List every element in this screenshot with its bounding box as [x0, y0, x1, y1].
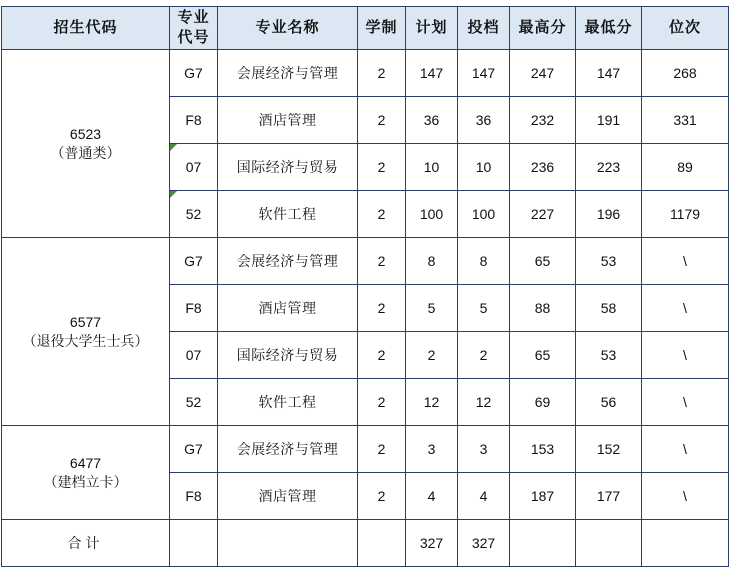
cell-major-code: F8 [170, 97, 218, 144]
cell-highest: 65 [510, 332, 576, 379]
column-header-admission-code: 招生代码 [2, 7, 170, 50]
cell-major-name: 酒店管理 [218, 285, 358, 332]
cell-rank: \ [642, 285, 729, 332]
column-header-admitted: 投档 [458, 7, 510, 50]
table-header [2, 7, 729, 50]
cell-plan: 2 [406, 332, 458, 379]
total-rank [642, 520, 729, 567]
total-years [358, 520, 406, 567]
cell-plan: 8 [406, 238, 458, 285]
cell-admitted: 4 [458, 473, 510, 520]
cell-rank: \ [642, 379, 729, 426]
cell-major-name: 软件工程 [218, 191, 358, 238]
cell-plan: 12 [406, 379, 458, 426]
column-header-years: 学制 [358, 7, 406, 50]
cell-years: 2 [358, 50, 406, 97]
total-major-name [218, 520, 358, 567]
cell-major-code: 52 [170, 191, 218, 238]
cell-admitted: 147 [458, 50, 510, 97]
cell-highest: 236 [510, 144, 576, 191]
column-header-highest-score: 最高分 [510, 7, 576, 50]
cell-rank: \ [642, 426, 729, 473]
cell-plan: 5 [406, 285, 458, 332]
column-header-major-code [170, 7, 218, 50]
cell-lowest: 53 [576, 332, 642, 379]
cell-years: 2 [358, 473, 406, 520]
cell-rank: 89 [642, 144, 729, 191]
cell-major-code: F8 [170, 285, 218, 332]
cell-lowest: 53 [576, 238, 642, 285]
cell-major-name: 会展经济与管理 [218, 238, 358, 285]
cell-admitted: 5 [458, 285, 510, 332]
cell-rank: \ [642, 473, 729, 520]
cell-lowest: 191 [576, 97, 642, 144]
cell-years: 2 [358, 191, 406, 238]
cell-admitted: 8 [458, 238, 510, 285]
group-type-2: （建档立卡） [43, 473, 128, 490]
cell-highest: 153 [510, 426, 576, 473]
cell-years: 2 [358, 97, 406, 144]
cell-rank: \ [642, 332, 729, 379]
cell-admitted: 10 [458, 144, 510, 191]
cell-major-name: 软件工程 [218, 379, 358, 426]
cell-major-code: F8 [170, 473, 218, 520]
cell-years: 2 [358, 379, 406, 426]
cell-major-code: 52 [170, 379, 218, 426]
cell-plan: 36 [406, 97, 458, 144]
cell-highest: 227 [510, 191, 576, 238]
cell-major-code: 07 [170, 144, 218, 191]
cell-years: 2 [358, 238, 406, 285]
cell-lowest: 56 [576, 379, 642, 426]
cell-major-name: 国际经济与贸易 [218, 332, 358, 379]
column-header-major-name: 专业名称 [218, 7, 358, 50]
group-cell-0 [2, 50, 170, 238]
major-code-line2: 代号 [177, 29, 210, 46]
cell-lowest: 152 [576, 426, 642, 473]
table-row [2, 238, 729, 285]
cell-admitted: 2 [458, 332, 510, 379]
cell-years: 2 [358, 285, 406, 332]
cell-plan: 147 [406, 50, 458, 97]
total-admitted: 327 [458, 520, 510, 567]
cell-years: 2 [358, 426, 406, 473]
cell-admitted: 100 [458, 191, 510, 238]
cell-highest: 65 [510, 238, 576, 285]
cell-plan: 10 [406, 144, 458, 191]
cell-major-name: 酒店管理 [218, 97, 358, 144]
cell-rank: 331 [642, 97, 729, 144]
cell-lowest: 58 [576, 285, 642, 332]
column-header-plan: 计划 [406, 7, 458, 50]
cell-highest: 232 [510, 97, 576, 144]
total-major-code [170, 520, 218, 567]
cell-years: 2 [358, 144, 406, 191]
group-code-2: 6477 [69, 454, 102, 471]
table-row [2, 50, 729, 97]
score-table-document [0, 6, 729, 551]
group-type-1: （退役大学生士兵） [22, 332, 149, 349]
cell-highest: 88 [510, 285, 576, 332]
cell-rank: \ [642, 238, 729, 285]
cell-major-code: G7 [170, 426, 218, 473]
cell-plan: 3 [406, 426, 458, 473]
cell-admitted: 12 [458, 379, 510, 426]
cell-plan: 4 [406, 473, 458, 520]
cell-major-code: G7 [170, 50, 218, 97]
table-row [2, 426, 729, 473]
cell-major-name: 酒店管理 [218, 473, 358, 520]
total-lowest [576, 520, 642, 567]
header-row [2, 7, 729, 50]
total-label: 合计 [2, 520, 170, 567]
cell-major-code: G7 [170, 238, 218, 285]
group-type-0: （普通类） [50, 144, 121, 161]
admission-score-table [1, 6, 729, 567]
cell-major-name: 会展经济与管理 [218, 426, 358, 473]
cell-admitted: 3 [458, 426, 510, 473]
cell-rank: 268 [642, 50, 729, 97]
cell-highest: 187 [510, 473, 576, 520]
cell-years: 2 [358, 332, 406, 379]
total-row [2, 520, 729, 567]
group-code-1: 6577 [69, 313, 102, 330]
cell-lowest: 177 [576, 473, 642, 520]
major-code-line1: 专业 [177, 8, 210, 26]
total-highest [510, 520, 576, 567]
column-header-rank: 位次 [642, 7, 729, 50]
cell-highest: 69 [510, 379, 576, 426]
group-cell-1 [2, 238, 170, 426]
cell-major-name: 国际经济与贸易 [218, 144, 358, 191]
cell-lowest: 147 [576, 50, 642, 97]
column-header-lowest-score: 最低分 [576, 7, 642, 50]
table-body [2, 50, 729, 567]
cell-rank: 1179 [642, 191, 729, 238]
total-plan: 327 [406, 520, 458, 567]
cell-plan: 100 [406, 191, 458, 238]
cell-major-name: 会展经济与管理 [218, 50, 358, 97]
cell-major-code: 07 [170, 332, 218, 379]
cell-highest: 247 [510, 50, 576, 97]
group-cell-2 [2, 426, 170, 520]
cell-admitted: 36 [458, 97, 510, 144]
group-code-0: 6523 [69, 125, 102, 142]
cell-lowest: 196 [576, 191, 642, 238]
cell-lowest: 223 [576, 144, 642, 191]
